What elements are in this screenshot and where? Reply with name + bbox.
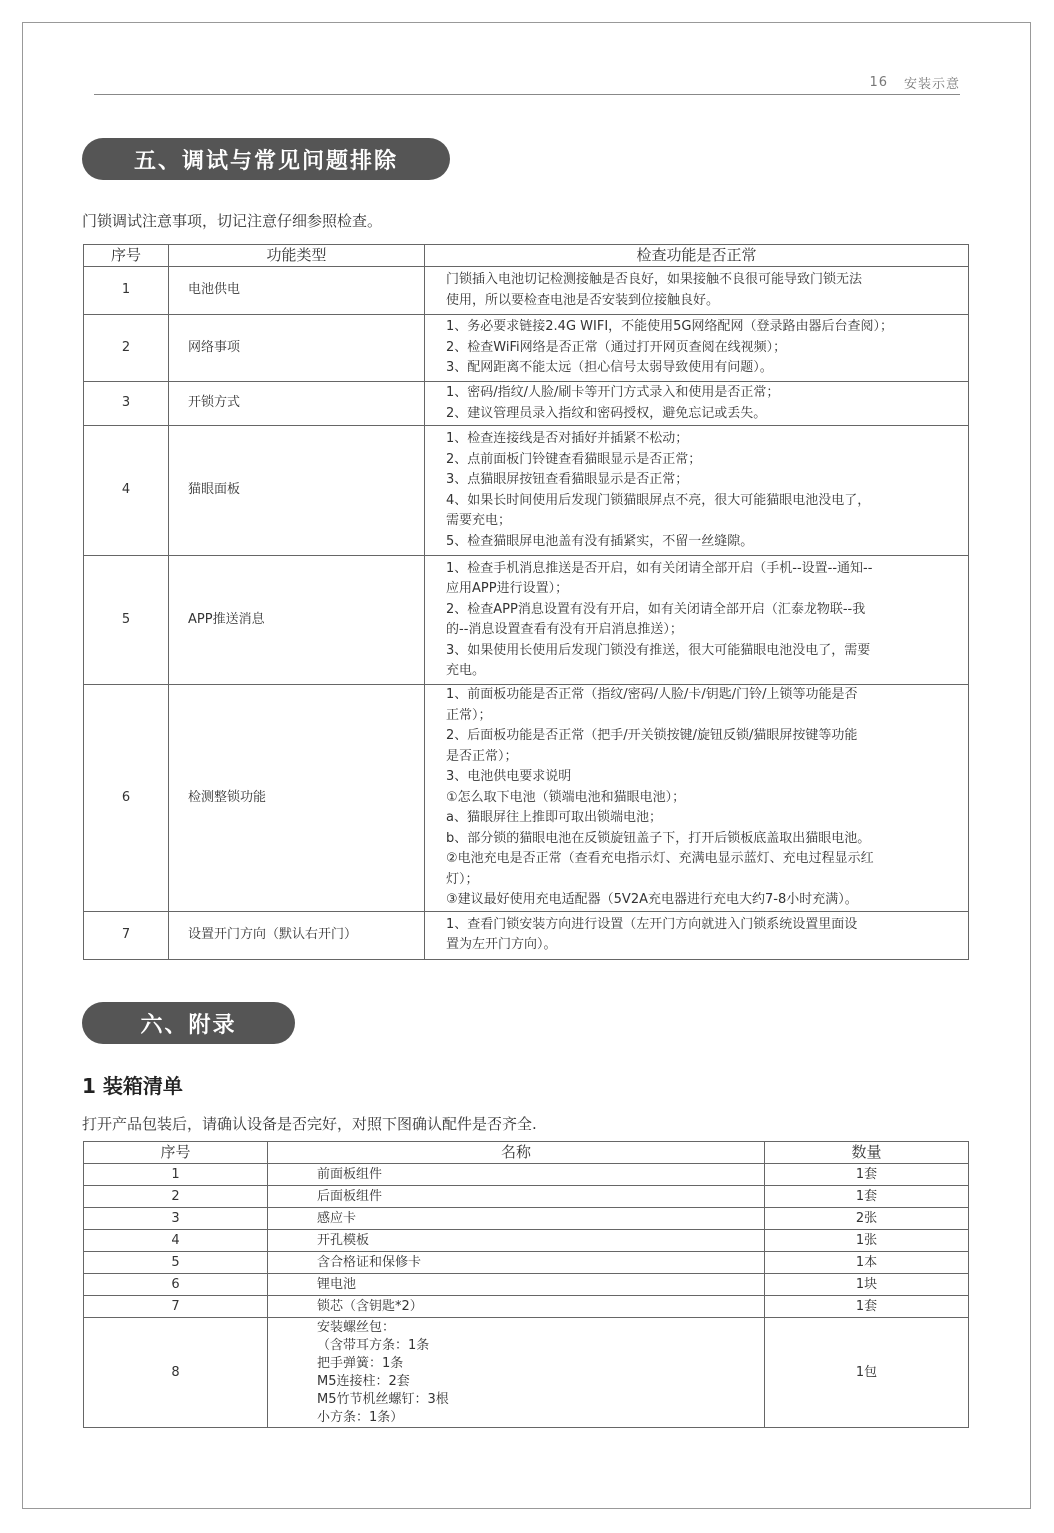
packing-list-table [83, 1141, 969, 1428]
item-name-line: 含合格证和保修卡 [317, 1254, 422, 1270]
cell-no: 6 [84, 1274, 268, 1296]
header-name: 名称 [268, 1142, 765, 1164]
check-line: 使用，所以要检查电池是否安装到位接触良好。 [446, 292, 720, 308]
cell-quantity: 1套 [765, 1296, 969, 1318]
check-line: 2、建议管理员录入指纹和密码授权，避免忘记或丢失。 [446, 405, 767, 421]
cell-item-name [268, 1164, 765, 1186]
check-line: a、猫眼屏往上推即可取出锁端电池； [446, 810, 662, 825]
table-row [84, 382, 969, 426]
check-line: 4、如果长时间使用后发现门锁猫眼屏点不亮，很大可能猫眼电池没电了， [446, 492, 871, 508]
check-line: 1、查看门锁安装方向进行设置（左开门方向就进入门锁系统设置里面设 [446, 916, 858, 932]
cell-no: 5 [84, 1252, 268, 1274]
item-name-line: 前面板组件 [317, 1166, 383, 1182]
cell-quantity: 1套 [765, 1186, 969, 1208]
check-line: ②电池充电是否正常（查看充电指示灯、充满电显示蓝灯、充电过程显示红 [446, 851, 874, 866]
cell-check-items [425, 267, 969, 315]
page-number: 16 [869, 74, 888, 90]
item-name-line: 开孔模板 [317, 1232, 370, 1248]
item-name-line: 锁芯（含钥匙*2） [317, 1298, 423, 1314]
item-name-line: M5连接柱：2套 [317, 1373, 410, 1389]
header-quantity: 数量 [765, 1142, 969, 1164]
check-line: 需要充电； [446, 513, 512, 528]
cell-item-name [268, 1186, 765, 1208]
check-line: 的--消息设置查看有没有开启消息推送）； [446, 622, 683, 637]
cell-no: 7 [84, 1296, 268, 1318]
header-no: 序号 [84, 245, 169, 267]
cell-item-name [268, 1208, 765, 1230]
table-row [84, 1296, 969, 1318]
cell-no: 7 [84, 911, 169, 959]
cell-quantity: 1本 [765, 1252, 969, 1274]
check-line: 1、检查手机消息推送是否开启，如有关闭请全部开启（手机--设置--通知-- [446, 560, 873, 576]
check-line: 2、后面板功能是否正常（把手/开关锁按键/旋钮反锁/猫眼屏按键等功能 [446, 728, 858, 743]
cell-item-name [268, 1252, 765, 1274]
check-line: 应用APP进行设置）； [446, 581, 569, 596]
cell-no: 4 [84, 1230, 268, 1252]
cell-no: 4 [84, 426, 169, 556]
cell-check-items [425, 556, 969, 685]
check-line: 2、点前面板门铃键查看猫眼显示是否正常； [446, 451, 702, 467]
check-line: 3、配网距离不能太远（担心信号太弱导致使用有问题）。 [446, 360, 773, 376]
check-line: 2、检查APP消息设置有没有开启，如有关闭请全部开启（汇泰龙物联--我 [446, 601, 866, 617]
cell-function-type: 开锁方式 [169, 382, 425, 426]
table-row [84, 1252, 969, 1274]
check-line: 门锁插入电池切记检测接触是否良好，如果接触不良很可能导致门锁无法 [446, 272, 863, 287]
cell-check-items [425, 911, 969, 959]
cell-quantity: 2张 [765, 1208, 969, 1230]
cell-function-type: 检测整锁功能 [169, 685, 425, 912]
page-header [94, 70, 960, 95]
cell-quantity: 1包 [765, 1318, 969, 1428]
packing-list-heading: 1 装箱清单 [82, 1074, 183, 1098]
check-line: 置为左开门方向）。 [446, 937, 557, 952]
header-check: 检查功能是否正常 [425, 245, 969, 267]
check-line: 3、点猫眼屏按钮查看猫眼显示是否正常； [446, 472, 689, 487]
table-row [84, 1186, 969, 1208]
cell-no: 2 [84, 315, 169, 382]
table-row [84, 911, 969, 959]
item-name-line: 安装螺丝包： [317, 1319, 396, 1335]
check-line: 充电。 [446, 663, 486, 678]
cell-function-type: 设置开门方向（默认右开门） [169, 911, 425, 959]
cell-no: 1 [84, 1164, 268, 1186]
cell-item-name [268, 1318, 765, 1428]
check-line: 2、检查WiFi网络是否正常（通过打开网页查阅在线视频）； [446, 339, 787, 355]
check-line: ①怎么取下电池（锁端电池和猫眼电池）； [446, 789, 686, 805]
cell-quantity: 1张 [765, 1230, 969, 1252]
cell-quantity: 1套 [765, 1164, 969, 1186]
cell-check-items [425, 426, 969, 556]
header-section-name: 安装示意 [903, 76, 960, 92]
check-line: 1、前面板功能是否正常（指纹/密码/人脸/卡/钥匙/门铃/上锁等功能是否 [446, 687, 858, 702]
item-name-line: 后面板组件 [317, 1188, 383, 1204]
table-row [84, 426, 969, 556]
section6-intro: 打开产品包装后，请确认设备是否完好，对照下图确认配件是否齐全. [82, 1115, 537, 1133]
table-row [84, 1230, 969, 1252]
cell-no: 1 [84, 267, 169, 315]
cell-no: 8 [84, 1318, 268, 1428]
table-row [84, 1274, 969, 1296]
item-name-line: 锂电池 [317, 1276, 357, 1292]
check-line: b、部分锁的猫眼电池在反锁旋钮盖子下，打开后锁板底盖取出猫眼电池。 [446, 830, 871, 846]
cell-no: 2 [84, 1186, 268, 1208]
section5-title: 五、调试与常见问题排除 [82, 138, 450, 180]
item-name-line: M5竹节机丝螺钉：3根 [317, 1391, 449, 1407]
cell-no: 5 [84, 556, 169, 685]
cell-function-type: APP推送消息 [169, 556, 425, 685]
table-row [84, 1164, 969, 1186]
cell-check-items [425, 685, 969, 912]
check-line: 1、检查连接线是否对插好并插紧不松动； [446, 431, 689, 446]
troubleshooting-table [83, 244, 969, 960]
cell-item-name [268, 1230, 765, 1252]
check-line: 3、如果使用长使用后发现门锁没有推送，很大可能猫眼电池没电了，需要 [446, 642, 871, 658]
item-name-line: 小方条：1条） [317, 1409, 404, 1425]
check-line: 灯）； [446, 871, 479, 887]
table-row [84, 1318, 969, 1428]
item-name-line: 感应卡 [317, 1210, 357, 1226]
check-line: 1、密码/指纹/人脸/刷卡等开门方式录入和使用是否正常； [446, 385, 780, 400]
cell-quantity: 1块 [765, 1274, 969, 1296]
table-header-row [84, 1142, 969, 1164]
check-line: 是否正常）； [446, 748, 518, 764]
cell-item-name [268, 1296, 765, 1318]
cell-function-type: 猫眼面板 [169, 426, 425, 556]
cell-item-name [268, 1274, 765, 1296]
check-line: 5、检查猫眼屏电池盖有没有插紧实，不留一丝缝隙。 [446, 533, 754, 549]
table-row [84, 315, 969, 382]
item-name-line: 把手弹簧：1条 [317, 1355, 404, 1371]
cell-function-type: 网络事项 [169, 315, 425, 382]
cell-check-items [425, 315, 969, 382]
cell-function-type: 电池供电 [169, 267, 425, 315]
cell-check-items [425, 382, 969, 426]
table-row [84, 685, 969, 912]
table-row [84, 556, 969, 685]
section5-intro: 门锁调试注意事项，切记注意仔细参照检查。 [82, 212, 383, 230]
header-type: 功能类型 [169, 245, 425, 267]
table-row [84, 267, 969, 315]
cell-no: 3 [84, 1208, 268, 1230]
item-name-line: （含带耳方条：1条 [317, 1337, 430, 1353]
table-header-row [84, 245, 969, 267]
check-line: 正常）； [446, 707, 492, 723]
check-line: 3、电池供电要求说明 [446, 769, 572, 784]
section6-title: 六、附录 [82, 1002, 295, 1044]
check-line: 1、务必要求链接2.4G WIFI，不能使用5G网络配网（登录路由器后台查阅）； [446, 319, 893, 335]
table-row [84, 1208, 969, 1230]
cell-no: 6 [84, 685, 169, 912]
header-no: 序号 [84, 1142, 268, 1164]
cell-no: 3 [84, 382, 169, 426]
check-line: ③建议最好使用充电适配器（5V2A充电器进行充电大约7-8小时充满）。 [446, 892, 858, 907]
